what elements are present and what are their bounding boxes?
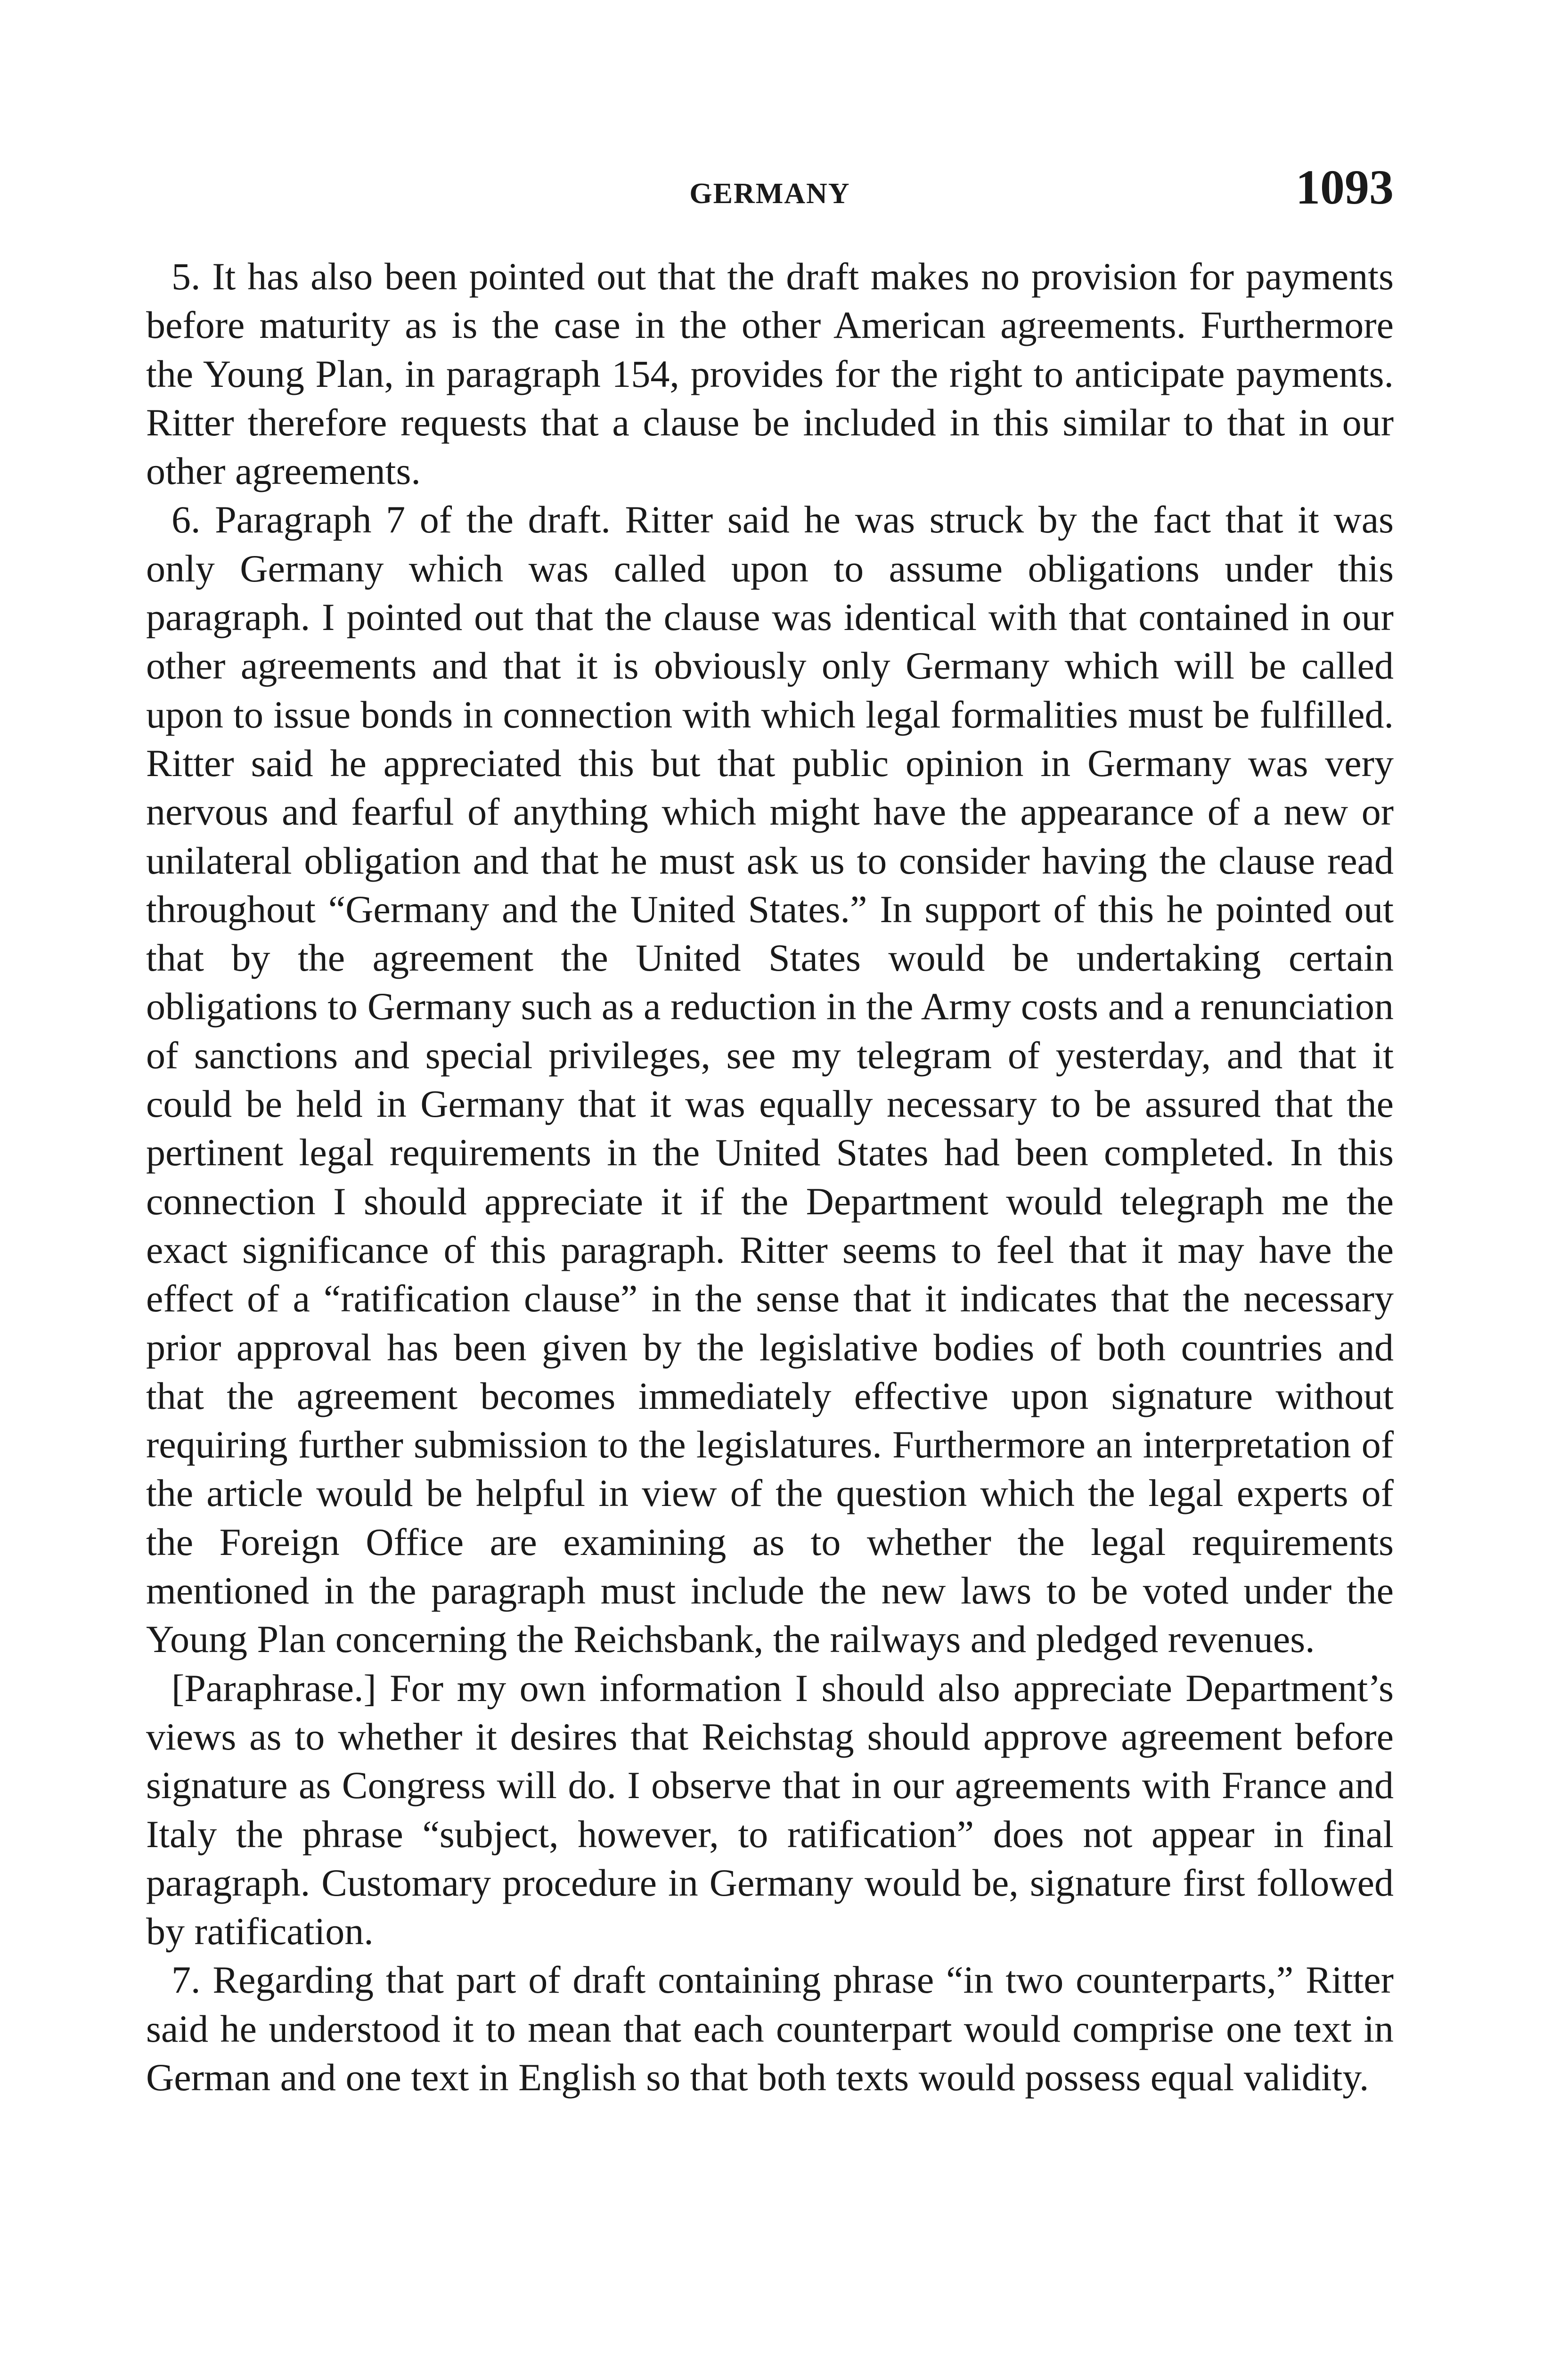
paragraph-7: 7. Regarding that part of draft containing phrase “in two counterparts,” Ritter said he understood it to mean that each counterpart would comprise one text in German and one text in English so that both texts would possess equal validity.	[146, 1958, 1394, 2099]
paragraph-6: 6. Paragraph 7 of the draft. Ritter said he was struck by the fact that it was only Germany which was called upon to assume obligations under this paragraph. I pointed out that the clause was identical with that contained in our other agreements and that it is obviously only Germany which will be called upon to issue bonds in connection with which legal formalities must be fulfilled. Ritter said he appreciated this but that public opinion in Germany was very nervous and fearful of anything which might have the appearance of a new or unilateral obligation and that he must ask us to consider having the clause read throughout “Germany and the United States.” In support of this he pointed out that by the agreement the United States would be undertaking certain obligations to Germany such as a reduction in the Army costs and a renunciation of sanctions and special privileges, see my telegram of yesterday, and that it could be held in Germany that it was equally necessary to be assured that the pertinent legal requirements in the United States had been completed. In this connection I should appreciate it if the Department would telegraph me the exact significance of this paragraph. Ritter seems to feel that it may have the effect of a “ratification clause” in the sense that it indicates that the necessary prior approval has been given by the legislative bodies of both countries and that the agreement becomes immediately effective upon signature without requiring further submission to the legislatures. Furthermore an interpretation of the article would be helpful in view of the question which the legal experts of the Foreign Office are examining as to whether the legal requirements mentioned in the paragraph must include the new laws to be voted under the Young Plan concerning the Reichsbank, the railways and pledged revenues.	[146, 498, 1394, 1661]
body-text	[146, 252, 1394, 2102]
page-number: 1093	[1296, 160, 1394, 214]
running-title: GERMANY	[689, 178, 850, 210]
paragraph-paraphrase: [Paraphrase.] For my own information I should also appreciate Department’s views as to whether it desires that Reichstag should approve agreement before signature as Congress will do. I observe that in our agreements with France and Italy the phrase “subject, however, to ratification” does not appear in final paragraph. Customary procedure in Germany would be, signature first followed by ratification.	[146, 1666, 1394, 1953]
paragraph-5: 5. It has also been pointed out that the draft makes no provision for payments before maturity as is the case in the other American agreements. Furthermore the Young Plan, in paragraph 154, provides for the right to anticipate payments. Ritter therefore requests that a clause be included in this similar to that in our other agreements.	[146, 255, 1394, 493]
running-head	[146, 159, 1394, 216]
